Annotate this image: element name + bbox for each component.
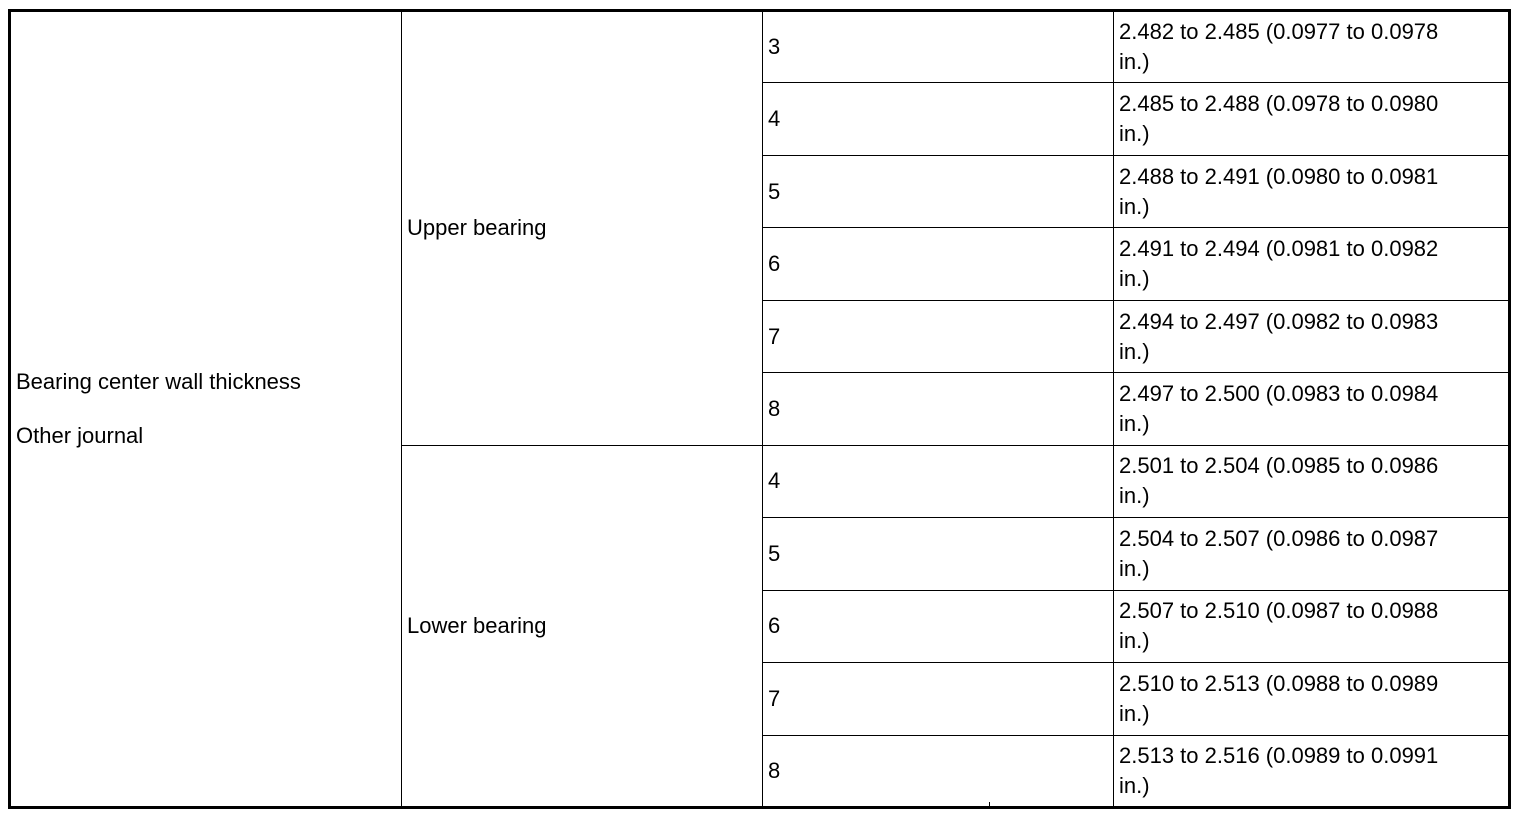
value-range: 2.513 to 2.516 (0.0989 to 0.0991 [1119, 742, 1439, 768]
value-cell [1114, 518, 1510, 590]
value-unit: in.) [1119, 410, 1150, 436]
grade-cell: 6 [763, 228, 1114, 300]
value-range: 2.485 to 2.488 (0.0978 to 0.0980 [1119, 91, 1439, 117]
value-unit: in.) [1119, 700, 1150, 726]
value-cell [1114, 735, 1510, 807]
value-unit: in.) [1119, 555, 1150, 581]
value-range: 2.501 to 2.504 (0.0985 to 0.0986 [1119, 453, 1439, 479]
grade-cell: 8 [763, 735, 1114, 807]
value-cell [1114, 155, 1510, 227]
grade-cell: 4 [763, 83, 1114, 155]
parameter-sublabel: Other journal [16, 423, 144, 448]
value-unit: in.) [1119, 483, 1150, 509]
value-unit: in.) [1119, 49, 1150, 75]
grade-cell: 5 [763, 155, 1114, 227]
value-range: 2.494 to 2.497 (0.0982 to 0.0983 [1119, 308, 1439, 334]
value-unit: in.) [1119, 193, 1150, 219]
value-unit: in.) [1119, 772, 1150, 798]
value-cell [1114, 83, 1510, 155]
grade-cell: 7 [763, 663, 1114, 735]
group-label-lower-bearing: Lower bearing [402, 445, 763, 807]
bearing-spec-table [8, 9, 1511, 809]
parameter-label: Bearing center wall thickness [16, 369, 301, 394]
grade-cell: 8 [763, 373, 1114, 445]
value-range: 2.482 to 2.485 (0.0977 to 0.0978 [1119, 19, 1439, 45]
value-cell [1114, 373, 1510, 445]
value-range: 2.488 to 2.491 (0.0980 to 0.0981 [1119, 163, 1439, 189]
value-cell [1114, 11, 1510, 83]
grade-cell: 5 [763, 518, 1114, 590]
value-cell [1114, 590, 1510, 662]
grade-cell: 6 [763, 590, 1114, 662]
grade-cell: 4 [763, 445, 1114, 517]
value-cell [1114, 663, 1510, 735]
value-unit: in.) [1119, 266, 1150, 292]
value-unit: in.) [1119, 628, 1150, 654]
bottom-tick-mark [989, 802, 990, 808]
parameter-cell [10, 11, 402, 808]
group-label-upper-bearing: Upper bearing [402, 11, 763, 446]
value-range: 2.507 to 2.510 (0.0987 to 0.0988 [1119, 598, 1439, 624]
value-range: 2.504 to 2.507 (0.0986 to 0.0987 [1119, 525, 1439, 551]
value-unit: in.) [1119, 338, 1150, 364]
value-cell [1114, 300, 1510, 372]
grade-cell: 7 [763, 300, 1114, 372]
value-cell [1114, 228, 1510, 300]
value-range: 2.497 to 2.500 (0.0983 to 0.0984 [1119, 380, 1439, 406]
table-row [10, 11, 1510, 83]
value-unit: in.) [1119, 121, 1150, 147]
value-range: 2.491 to 2.494 (0.0981 to 0.0982 [1119, 236, 1439, 262]
grade-cell: 3 [763, 11, 1114, 83]
value-cell [1114, 445, 1510, 517]
value-range: 2.510 to 2.513 (0.0988 to 0.0989 [1119, 670, 1439, 696]
